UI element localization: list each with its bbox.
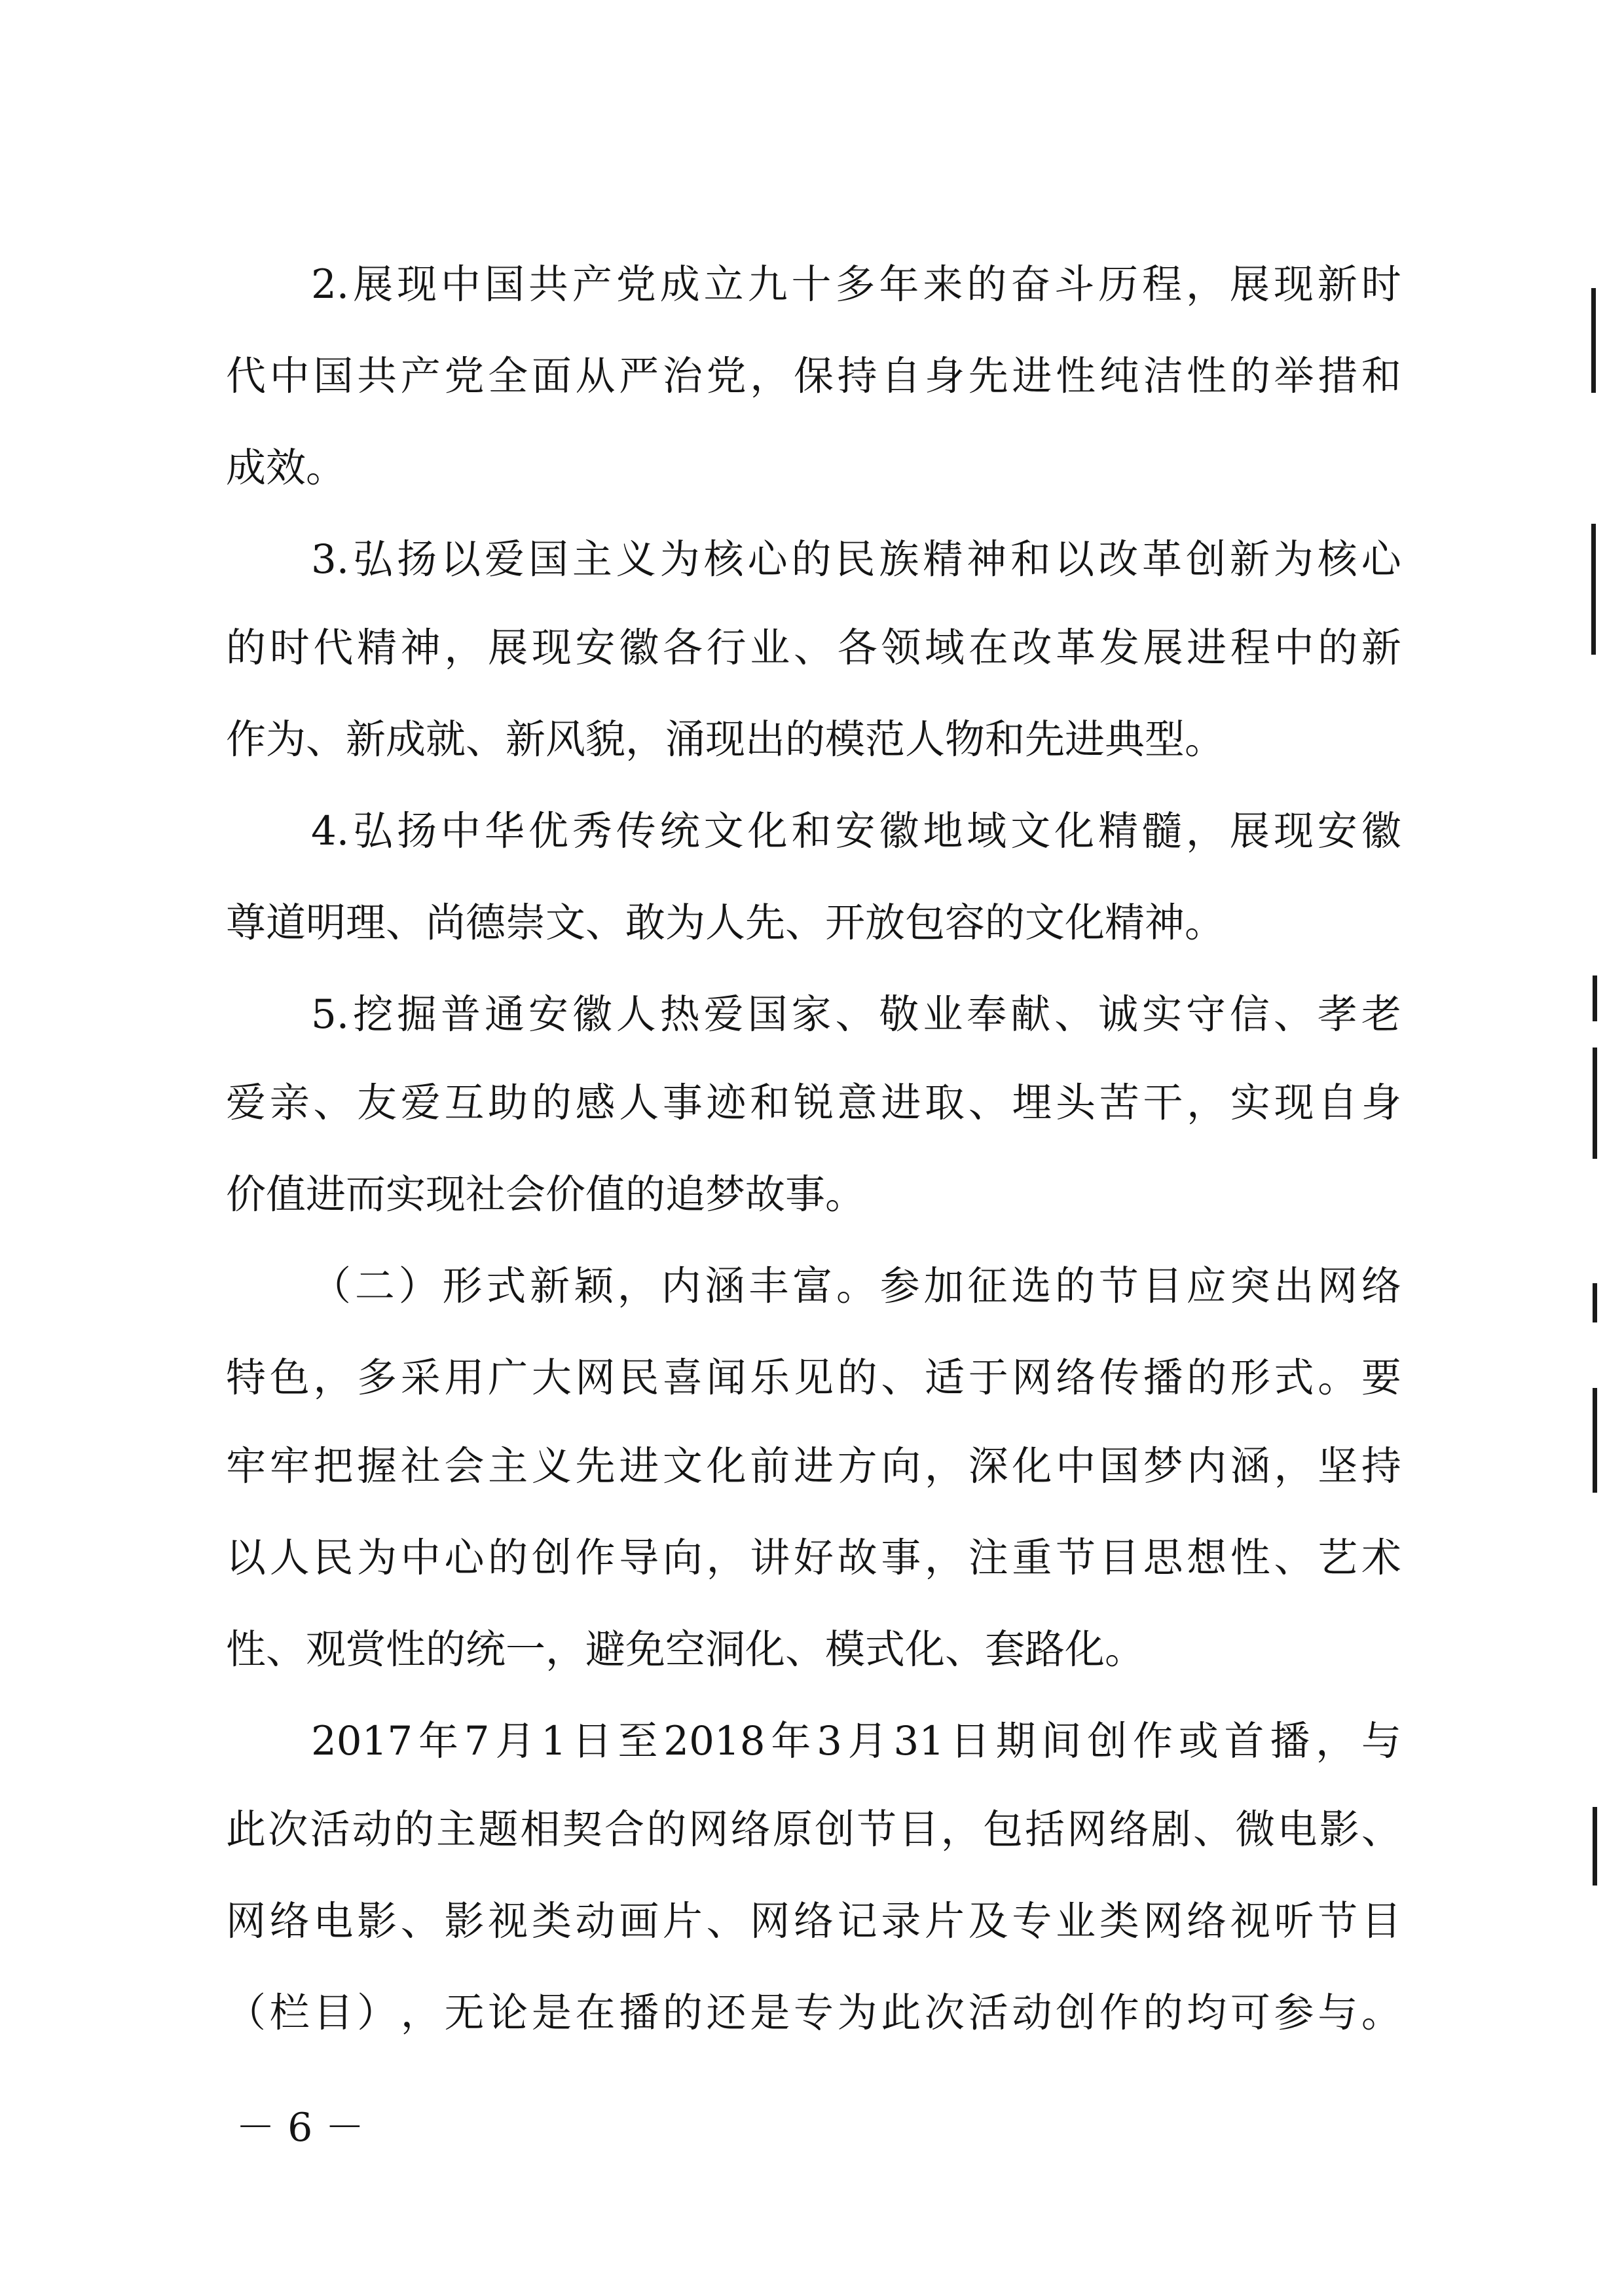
paragraph-line: 2017 年 7 月 1 日 至 2018 年 3 月 31 日 期 间 创 作 或 首 播 ， 与 — [311, 1718, 1401, 1764]
paragraph-line: 性、观赏性的统一，避免空洞化、模式化、套路化。 — [226, 1626, 1145, 1673]
paragraph-line: 牢 牢 把 握 社 会 主 义 先 进 文 化 前 进 方 向 ， 深 化 中 国 梦 内 涵 ， 坚 持 — [226, 1443, 1401, 1489]
scan-edge-mark — [1593, 1807, 1597, 1886]
paragraph-line: 5. 挖 掘 普 通 安 徽 人 热 爱 国 家 、 敬 业 奉 献 、 诚 实 守 信 、 孝 老 — [311, 991, 1401, 1038]
paragraph-line: 尊道明理、尚德崇文、敢为人先、开放包容的文化精神。 — [226, 900, 1225, 946]
paragraph-line: 以 人 民 为 中 心 的 创 作 导 向 ， 讲 好 故 事 ， 注 重 节 目 思 想 性 、 艺 术 — [226, 1535, 1401, 1581]
page-number: － 6 － — [236, 2105, 365, 2151]
scan-edge-mark — [1593, 1283, 1597, 1322]
paragraph-line: 成效。 — [226, 445, 346, 491]
paragraph-line: 爱 亲 、 友 爱 互 助 的 感 人 事 迹 和 锐 意 进 取 、 埋 头 苦 干 ， 实 现 自 身 — [226, 1080, 1401, 1126]
paragraph-line: 价值进而实现社会价值的追梦故事。 — [226, 1171, 866, 1218]
paragraph-line: 网 络 电 影 、 影 视 类 动 画 片 、 网 络 记 录 片 及 专 业 类 网 络 视 听 节 目 — [226, 1898, 1401, 1944]
paragraph-line: 4. 弘 扬 中 华 优 秀 传 统 文 化 和 安 徽 地 域 文 化 精 髓 ， 展 现 安 徽 — [311, 808, 1401, 854]
paragraph-line: 3. 弘 扬 以 爱 国 主 义 为 核 心 的 民 族 精 神 和 以 改 革 创 新 为 核 心 — [311, 536, 1401, 583]
scan-edge-mark — [1593, 1388, 1597, 1493]
paragraph-line: 的 时 代 精 神 ， 展 现 安 徽 各 行 业 、 各 领 域 在 改 革 发 展 进 程 中 的 新 — [226, 625, 1401, 671]
scan-edge-mark — [1591, 288, 1596, 393]
paragraph-line: （ 栏 目 ） ， 无 论 是 在 播 的 还 是 专 为 此 次 活 动 创 作 的 均 可 参 与 。 — [226, 1990, 1401, 2036]
scan-edge-mark — [1593, 1048, 1597, 1159]
scan-edge-mark — [1591, 524, 1596, 655]
paragraph-line: 作为、新成就、新风貌，涌现出的模范人物和先进典型。 — [226, 716, 1225, 763]
scan-edge-mark — [1593, 975, 1597, 1021]
paragraph-line: 代 中 国 共 产 党 全 面 从 严 治 党 ， 保 持 自 身 先 进 性 纯 洁 性 的 举 措 和 — [226, 353, 1401, 399]
paragraph-line: 特 色 ， 多 采 用 广 大 网 民 喜 闻 乐 见 的 、 适 于 网 络 传 播 的 形 式 。 要 — [226, 1355, 1401, 1401]
paragraph-line: 此 次 活 动 的 主 题 相 契 合 的 网 络 原 创 节 目 ， 包 括 网 络 剧 、 微 电 影 、 — [226, 1806, 1401, 1853]
paragraph-line: （ 二 ） 形 式 新 颖 ， 内 涵 丰 富 。 参 加 征 选 的 节 目 应 突 出 网 络 — [311, 1263, 1401, 1309]
paragraph-line: 2. 展 现 中 国 共 产 党 成 立 九 十 多 年 来 的 奋 斗 历 程 ， 展 现 新 时 — [311, 261, 1401, 308]
